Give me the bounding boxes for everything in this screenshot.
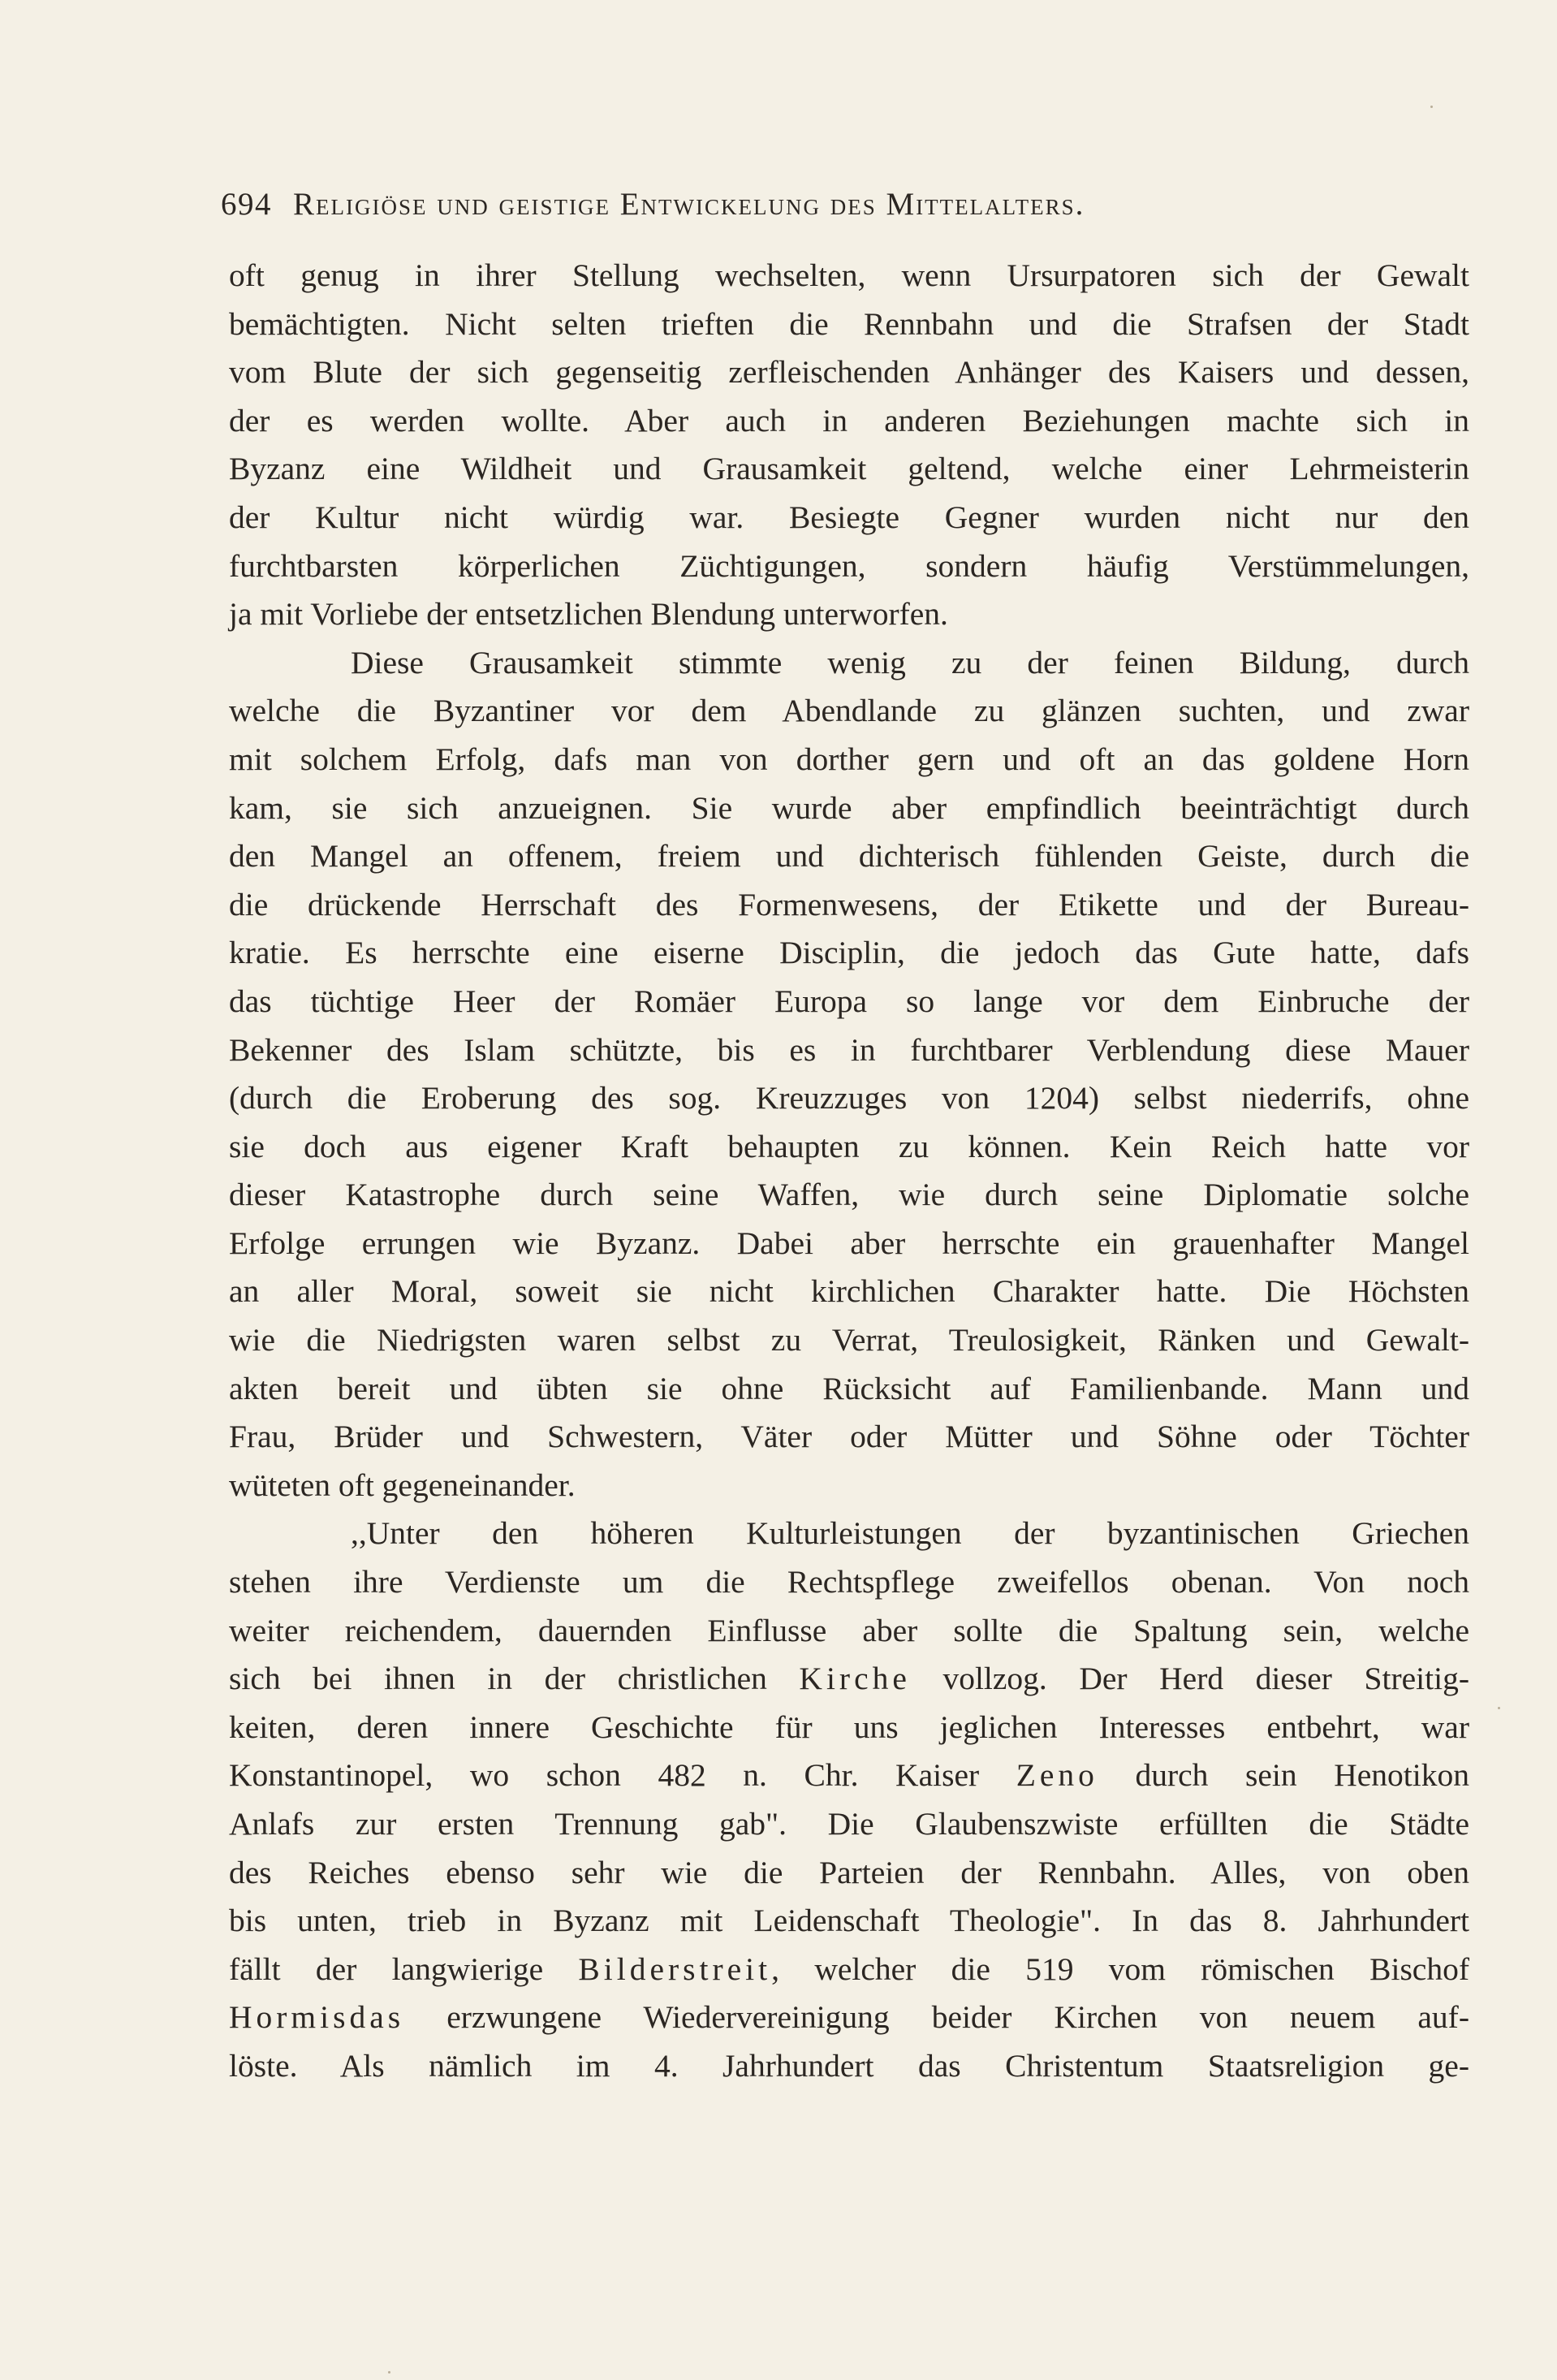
text-line: bis unten, trieb in Byzanz mit Leidenschaft Theologie". In das 8. Jahrhundert: [229, 1903, 1469, 1939]
text-line: kam, sie sich anzueignen. Sie wurde aber empfindlich beeinträchtigt durch: [229, 789, 1469, 826]
emphasized-word: Zeno: [1016, 1757, 1098, 1794]
text-line: der Kultur nicht würdig war. Besiegte Gegner wurden nicht nur den: [229, 499, 1469, 535]
text-run: durch sein Henotikon: [1098, 1757, 1469, 1794]
text-line: weiter reichendem, dauernden Einflusse aber sollte die Spaltung sein, welche: [229, 1612, 1469, 1648]
text-line: stehen ihre Verdienste um die Rechtspflege zweifellos obenan. Von noch: [229, 1564, 1469, 1600]
text-run: , welcher die 519 vom römischen Bischof: [771, 1950, 1469, 1987]
running-header: [221, 180, 1390, 229]
text-line: das tüchtige Heer der Romäer Europa so lange vor dem Einbruche der: [229, 983, 1469, 1019]
text-line: mit solchem Erfolg, dafs man von dorther gern und oft an das goldene Horn: [229, 741, 1469, 777]
text-line: Anlafs zur ersten Trennung gab". Die Glaubenszwiste erfüllten die Städte: [229, 1806, 1469, 1842]
text-line: Erfolge errungen wie Byzanz. Dabei aber herrschte ein grauenhafter Mangel: [229, 1225, 1469, 1261]
text-line: dieser Katastrophe durch seine Waffen, wie durch seine Diplomatie solche: [229, 1177, 1469, 1213]
body-text: [229, 252, 1469, 2091]
text-line: sie doch aus eigener Kraft behaupten zu können. Kein Reich hatte vor: [229, 1128, 1469, 1164]
text-line: (durch die Eroberung des sog. Kreuzzuges von 1204) selbst niederrifs, ohne: [229, 1080, 1469, 1117]
paragraph-start-line: ,,Unter den höheren Kulturleistungen der byzantinischen Griechen: [351, 1515, 1469, 1552]
text-line: löste. Als nämlich im 4. Jahrhundert das Christentum Staatsreligion ge-: [229, 2047, 1469, 2084]
text-line: wüteten oft gegeneinander.: [229, 1466, 576, 1503]
text-run: fällt der langwierige: [229, 1950, 579, 1987]
text-line: [229, 1655, 1469, 1704]
text-line: keiten, deren innere Geschichte für uns jeglichen Interesses entbehrt, war: [229, 1708, 1469, 1745]
text-line: die drückende Herrschaft des Formenwesens, der Etikette und der Bureau-: [229, 886, 1469, 922]
text-line: den Mangel an offenem, freiem und dichterisch fühlenden Geiste, durch die: [229, 838, 1469, 875]
text-line: kratie. Es herrschte eine eiserne Disciplin, die jedoch das Gute hatte, dafs: [229, 935, 1469, 971]
text-run: erzwungene Wiedervereinigung beider Kirchen von neuem auf-: [404, 1999, 1469, 2036]
text-line: ja mit Vorliebe der entsetzlichen Blendung unterworfen.: [229, 596, 948, 633]
text-line: Frau, Brüder und Schwestern, Väter oder Mütter und Söhne oder Töchter: [229, 1419, 1469, 1455]
text-line: [229, 1946, 1469, 1994]
text-line: Bekenner des Islam schützte, bis es in furchtbarer Verblendung diese Mauer: [229, 1031, 1469, 1068]
text-line: welche die Byzantiner vor dem Abendlande zu glänzen suchten, und zwar: [229, 693, 1469, 729]
text-line: der es werden wollte. Aber auch in anderen Beziehungen machte sich in: [229, 402, 1469, 438]
text-run: vollzog. Der Herd dieser Streitig-: [910, 1661, 1469, 1697]
emphasized-word: Kirche: [799, 1661, 911, 1697]
text-line: furchtbarsten körperlichen Züchtigungen, sondern häufig Verstümmelungen,: [229, 547, 1469, 584]
running-title: Religiöse und geistige Entwickelung des Mittelalters.: [293, 187, 1085, 222]
emphasized-word: Hormisdas: [229, 1999, 405, 2036]
paper-speck: [388, 2371, 390, 2374]
paper-speck: [1430, 106, 1433, 108]
text-line: vom Blute der sich gegenseitig zerfleischenden Anhänger des Kaisers und dessen,: [229, 354, 1469, 391]
paragraph-start-line: Diese Grausamkeit stimmte wenig zu der feinen Bildung, durch: [351, 644, 1469, 680]
text-line: oft genug in ihrer Stellung wechselten, wenn Ursurpatoren sich der Gewalt: [229, 257, 1469, 293]
text-line: an aller Moral, soweit sie nicht kirchlichen Charakter hatte. Die Höchsten: [229, 1273, 1469, 1310]
text-line: Byzanz eine Wildheit und Grausamkeit geltend, welche einer Lehrmeisterin: [229, 451, 1469, 487]
text-line: bemächtigten. Nicht selten trieften die Rennbahn und die Strafsen der Stadt: [229, 305, 1469, 342]
text-line: akten bereit und übten sie ohne Rücksicht auf Familienbande. Mann und: [229, 1370, 1469, 1406]
paper-speck: [1498, 1707, 1500, 1709]
page-number: 694: [221, 187, 272, 222]
text-line: [229, 1752, 1469, 1800]
text-run: sich bei ihnen in der christlichen: [229, 1661, 800, 1697]
text-line: des Reiches ebenso sehr wie die Parteien der Rennbahn. Alles, von oben: [229, 1854, 1469, 1890]
text-line: [229, 1993, 1469, 2042]
emphasized-word: Bilderstreit: [578, 1950, 772, 1987]
text-run: Konstantinopel, wo schon 482 n. Chr. Kaiser: [229, 1757, 1016, 1794]
text-line: wie die Niedrigsten waren selbst zu Verrat, Treulosigkeit, Ränken und Gewalt-: [229, 1322, 1469, 1358]
